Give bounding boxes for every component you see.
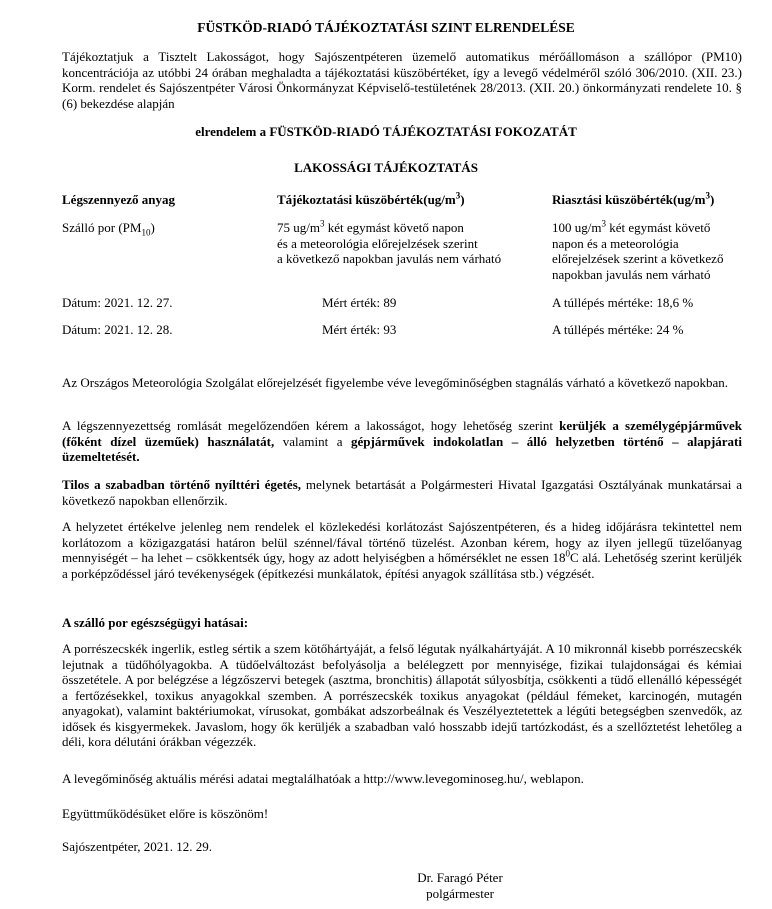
place-date: Sajószentpéter, 2021. 12. 29. — [62, 839, 213, 854]
info-threshold-description: 75 $ug/m^3$ két egymást követő napon és a meteorológia előrejelzések szerint a következő napokban javulás nem várható — [277, 218, 502, 266]
health-effects-heading: A szálló por egészségügyi hatásai: — [62, 615, 249, 630]
signature-block — [380, 870, 540, 901]
heating-paragraph: A helyzetet értékelve jelenleg nem rendelek el közlekedési korlátozást Sajószentpéteren, és a hideg időjárásra tekintettel nem korlátozom a közigazgatási határon belül szénnel/fával történő tüzelést. Azonban kérem, hogy az ilyen jellegű tüzelőanyag mennyiségét – ha lehet – csökkentsék úgy, hogy az adott helyiségben a hőmérséklet ne essen $18^0C$ alá. Lehetőség szerint kerüljék a porképződéssel járó tevékenységek (építkezési munkálatok, építési anyagok szállítása stb.) végzését. — [62, 519, 742, 581]
burning-ban-paragraph: Tilos a szabadban történő nyílttéri égetés, melynek betartását a Polgármesteri Hivatal Igazgatási Osztályának munkatársai a következő napokban ellenőrzik. — [62, 477, 742, 508]
measured-value: Mért érték: 89 — [322, 295, 397, 310]
exceedance-value: A túllépés mértéke: 24 % — [552, 322, 684, 337]
measurement-date: Dátum: 2021. 12. 27. — [62, 295, 173, 310]
vehicle-request-paragraph: A légszennyezettség romlását megelőzendően kérem a lakosságot, hogy lehetőség szerint kerüljék a személygépjárművek (főként dízel üzeműek) használatát, valamint a gépjárművek indokolatlan – álló helyzetben történő – alapjárati üzemeltetését. — [62, 418, 742, 464]
health-effects-paragraph: A porrészecskék ingerlik, estleg sértik a szem kötőhártyáját, a felső légutak nyálkahártyáját. A 10 mikronnál kisebb porrészecskék lejutnak a tüdőhólyagokba. A tüdőelváltozást befolyásolja a belélegzett por mennyisége, fizikai tulajdonságai és kémiai összetétele. A por belégzése a légzőszervi betegek (asztma, bronchitis) állapotát súlyosbítja, csökkenti a tüdő ellenálló képességét a fertőzésekkel, toxikus anyagokkal szemben. A porrészecskék toxikus anyagokat (például fémeket, karcinogén, mutagén anyagokat), valamint baktériumokat, vírusokat, gombákat adszorbeálnak és Veszélyeztetettek a légúti betegségben szenvedők, az idősek és kisgyermekek. Javaslom, hogy ők kerüljék a szabadban való hosszabb idejű tartózkodást, és a szellőztetést lehetőleg a déli, kora délutáni órákban végezzék. — [62, 641, 742, 749]
intro-paragraph: Tájékoztatjuk a Tisztelt Lakosságot, hogy Sajószentpéteren üzemelő automatikus mérőállomáson a szállópor (PM10) koncentrációja az utóbbi 24 órában meghaladta a tájékoztatási küszöbértéket, így a levegő védelméről szóló 306/2010. (XII. 23.) Korm. rendelet és Sajószentpéter Városi Önkormányzat Képviselő-testületének 28/2013. (XII. 20.) önkormányzati rendelete 10. § (6) bekezdése alapján — [62, 49, 742, 111]
section-subtitle: LAKOSSÁGI TÁJÉKOZTATÁS — [294, 160, 478, 175]
signer-title: polgármester — [426, 885, 494, 901]
order-line: elrendelem a FÜSTKÖD-RIADÓ TÁJÉKOZTATÁSI FOKOZATÁT — [195, 124, 577, 139]
measured-value: Mért érték: 93 — [322, 322, 397, 337]
thanks-paragraph: Együttműködésüket előre is köszönöm! — [62, 806, 269, 821]
info-threshold-column-header: Tájékoztatási $küszöbérték(ug/m^3)$ — [277, 190, 465, 207]
document-title: FÜSTKÖD-RIADÓ TÁJÉKOZTATÁSI SZINT ELRENDELÉSE — [197, 20, 575, 35]
pollutant-column-header: Légszennyező anyag — [62, 192, 176, 207]
measurement-date: Dátum: 2021. 12. 28. — [62, 322, 173, 337]
signer-name: Dr. Faragó Péter — [417, 870, 503, 885]
website-paragraph: A levegőminőség aktuális mérési adatai megtalálhatóak a http://www.levegominoseg.hu/, weblapon. — [62, 771, 584, 786]
pollutant-name: Szálló por $(PM_{10})$ — [62, 220, 155, 238]
forecast-paragraph: Az Országos Meteorológia Szolgálat előrejelzését figyelembe véve levegőminőségben stagnálás várható a következő napokban. — [62, 375, 729, 390]
alarm-threshold-description: 100 $ug/m^3$ két egymást követő napon és a meteorológia előrejelzések szerint a következő napokban javulás nem várható — [552, 218, 724, 282]
alarm-threshold-column-header: Riasztási $küszöbérték(ug/m^3)$ — [552, 190, 715, 207]
exceedance-value: A túllépés mértéke: 18,6 % — [552, 295, 694, 310]
